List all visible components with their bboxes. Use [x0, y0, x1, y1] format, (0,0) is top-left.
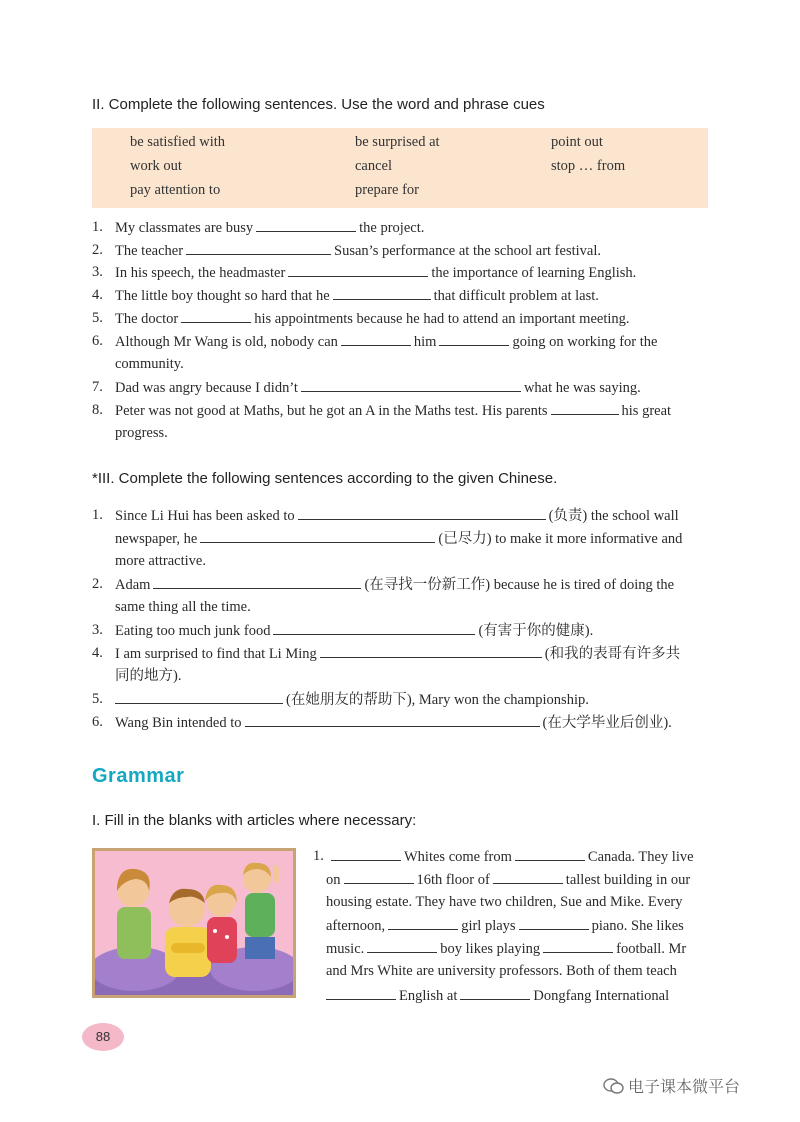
- answer-blank[interactable]: [493, 869, 563, 884]
- item-text: going on working for the: [512, 334, 658, 350]
- item-text: Peter was not good at Maths, but he got an A in the Maths test. His parents: [115, 403, 548, 419]
- cue: pay attention to: [130, 182, 221, 198]
- item-number: 6.: [92, 333, 103, 349]
- item-text: same thing all the time.: [115, 599, 251, 615]
- wechat-icon: [603, 1077, 625, 1095]
- section-2-heading: II. Complete the following sentences. Use the word and phrase cues: [92, 96, 545, 113]
- grammar-line: [326, 915, 684, 936]
- item-text: piano. She likes: [591, 918, 684, 934]
- item-text: (有害于你的健康).: [478, 623, 594, 639]
- item-text: The doctor: [115, 311, 179, 327]
- item-text: I am surprised to find that Li Ming: [115, 646, 317, 662]
- answer-blank[interactable]: [320, 643, 542, 658]
- item-number: 7.: [92, 379, 103, 395]
- item-text: progress.: [115, 425, 168, 441]
- answer-blank[interactable]: [543, 938, 613, 953]
- answer-blank[interactable]: [367, 938, 437, 953]
- item-text: In his speech, the headmaster: [115, 265, 286, 281]
- item-number: 5.: [92, 691, 103, 707]
- grammar-line: [326, 892, 683, 912]
- item-text: community.: [115, 356, 184, 372]
- item-text: what he was saying.: [523, 380, 641, 396]
- answer-blank[interactable]: [388, 915, 458, 930]
- cue: cancel: [355, 158, 393, 174]
- answer-blank[interactable]: [200, 528, 435, 543]
- item-text: girl plays: [461, 918, 516, 934]
- grammar-line: [326, 938, 686, 959]
- item-text: Since Li Hui has been asked to: [115, 508, 295, 524]
- item-text: Susan’s performance at the school art festival.: [334, 243, 601, 259]
- answer-blank[interactable]: [515, 846, 585, 861]
- item-text: newspaper, he: [115, 531, 198, 547]
- item-number: 1.: [92, 507, 103, 523]
- answer-blank[interactable]: [331, 846, 401, 861]
- answer-blank[interactable]: [181, 308, 251, 323]
- item-text: tallest building in our: [565, 872, 691, 888]
- word-cue-box: [92, 128, 708, 208]
- family-illustration-svg: [95, 851, 293, 995]
- grammar-line: [326, 869, 690, 890]
- item-number: 1.: [92, 219, 103, 235]
- cue: prepare for: [355, 182, 419, 198]
- answer-blank[interactable]: [186, 240, 331, 255]
- cue: point out: [551, 134, 603, 150]
- item-text: and Mrs White are university professors. Both of them teach: [326, 963, 677, 979]
- item-number: 4.: [92, 287, 103, 303]
- answer-blank[interactable]: [245, 712, 540, 727]
- answer-blank[interactable]: [301, 377, 521, 392]
- item-text: the importance of learning English.: [431, 265, 637, 281]
- item-number: 3.: [92, 622, 103, 638]
- item-text: (在寻找一份新工作) because he is tired of doing the: [364, 577, 675, 593]
- family-illustration: [92, 848, 296, 998]
- item-number: 1.: [313, 848, 324, 864]
- answer-blank[interactable]: [153, 574, 361, 589]
- item-text: 16th floor of: [416, 872, 490, 888]
- answer-blank[interactable]: [115, 689, 283, 704]
- item-text: (和我的表哥有许多共: [544, 646, 681, 662]
- item-text: his appointments because he had to attend an important meeting.: [254, 311, 630, 327]
- watermark-text: 电子课本微平台: [628, 1077, 741, 1096]
- item-text: boy likes playing: [440, 941, 541, 957]
- item-text: 同的地方).: [115, 668, 182, 684]
- answer-blank[interactable]: [519, 915, 589, 930]
- item-text: Wang Bin intended to: [115, 715, 242, 731]
- item-text: Dad was angry because I didn’t: [115, 380, 298, 396]
- item-text: The little boy thought so hard that he: [115, 288, 330, 304]
- item-text: (在大学毕业后创业).: [542, 715, 672, 731]
- item-text: (已尽力) to make it more informative and: [438, 531, 683, 547]
- item-number: 3.: [92, 264, 103, 280]
- item-text: Whites come from: [404, 849, 512, 865]
- item-text: Eating too much junk food: [115, 623, 271, 639]
- item-text: on: [326, 872, 341, 888]
- item-number: 2.: [92, 242, 103, 258]
- item-number: 2.: [92, 576, 103, 592]
- item-text: The teacher: [115, 243, 184, 259]
- cue: work out: [130, 158, 182, 174]
- item-text: (负责) the school wall: [548, 508, 679, 524]
- item-number: 6.: [92, 714, 103, 730]
- answer-blank[interactable]: [298, 505, 546, 520]
- answer-blank[interactable]: [551, 400, 619, 415]
- item-text: his great: [621, 403, 672, 419]
- cue: be satisfied with: [130, 134, 226, 150]
- item-text: afternoon,: [326, 918, 386, 934]
- item-text: the project.: [359, 220, 425, 236]
- item-text: Canada. They live: [587, 849, 694, 865]
- answer-blank[interactable]: [288, 262, 428, 277]
- item-text: football. Mr: [616, 941, 687, 957]
- answer-blank[interactable]: [460, 985, 530, 1000]
- item-number: 8.: [92, 402, 103, 418]
- item-text: that difficult problem at last.: [433, 288, 599, 304]
- answer-blank[interactable]: [333, 285, 431, 300]
- item-text: Dongfang International: [533, 988, 670, 1004]
- grammar-heading: I. Fill in the blanks with articles where necessary:: [92, 812, 417, 829]
- answer-blank[interactable]: [256, 217, 356, 232]
- cue: stop … from: [551, 158, 626, 174]
- item-text: him: [413, 334, 437, 350]
- item-text: housing estate. They have two children, Sue and Mike. Every: [326, 894, 683, 910]
- section-3-heading: *III. Complete the following sentences according to the given Chinese.: [92, 470, 558, 487]
- item-text: Adam: [115, 577, 151, 593]
- answer-blank[interactable]: [341, 331, 411, 346]
- answer-blank[interactable]: [273, 620, 475, 635]
- answer-blank[interactable]: [326, 985, 396, 1000]
- grammar-line: [326, 985, 669, 1006]
- item-text: more attractive.: [115, 553, 206, 569]
- answer-blank[interactable]: [439, 331, 509, 346]
- item-text: (在她朋友的帮助下), Mary won the championship.: [286, 692, 589, 708]
- grammar-title: Grammar: [92, 765, 185, 787]
- item-text: My classmates are busy: [115, 220, 254, 236]
- item-number: 5.: [92, 310, 103, 326]
- item-number: 4.: [92, 645, 103, 661]
- item-text: English at: [399, 988, 458, 1004]
- item-text: music.: [326, 941, 365, 957]
- cue: be surprised at: [355, 134, 440, 150]
- answer-blank[interactable]: [344, 869, 414, 884]
- item-text: Although Mr Wang is old, nobody can: [115, 334, 338, 350]
- grammar-line: [326, 961, 677, 981]
- page-number: 88: [82, 1023, 124, 1051]
